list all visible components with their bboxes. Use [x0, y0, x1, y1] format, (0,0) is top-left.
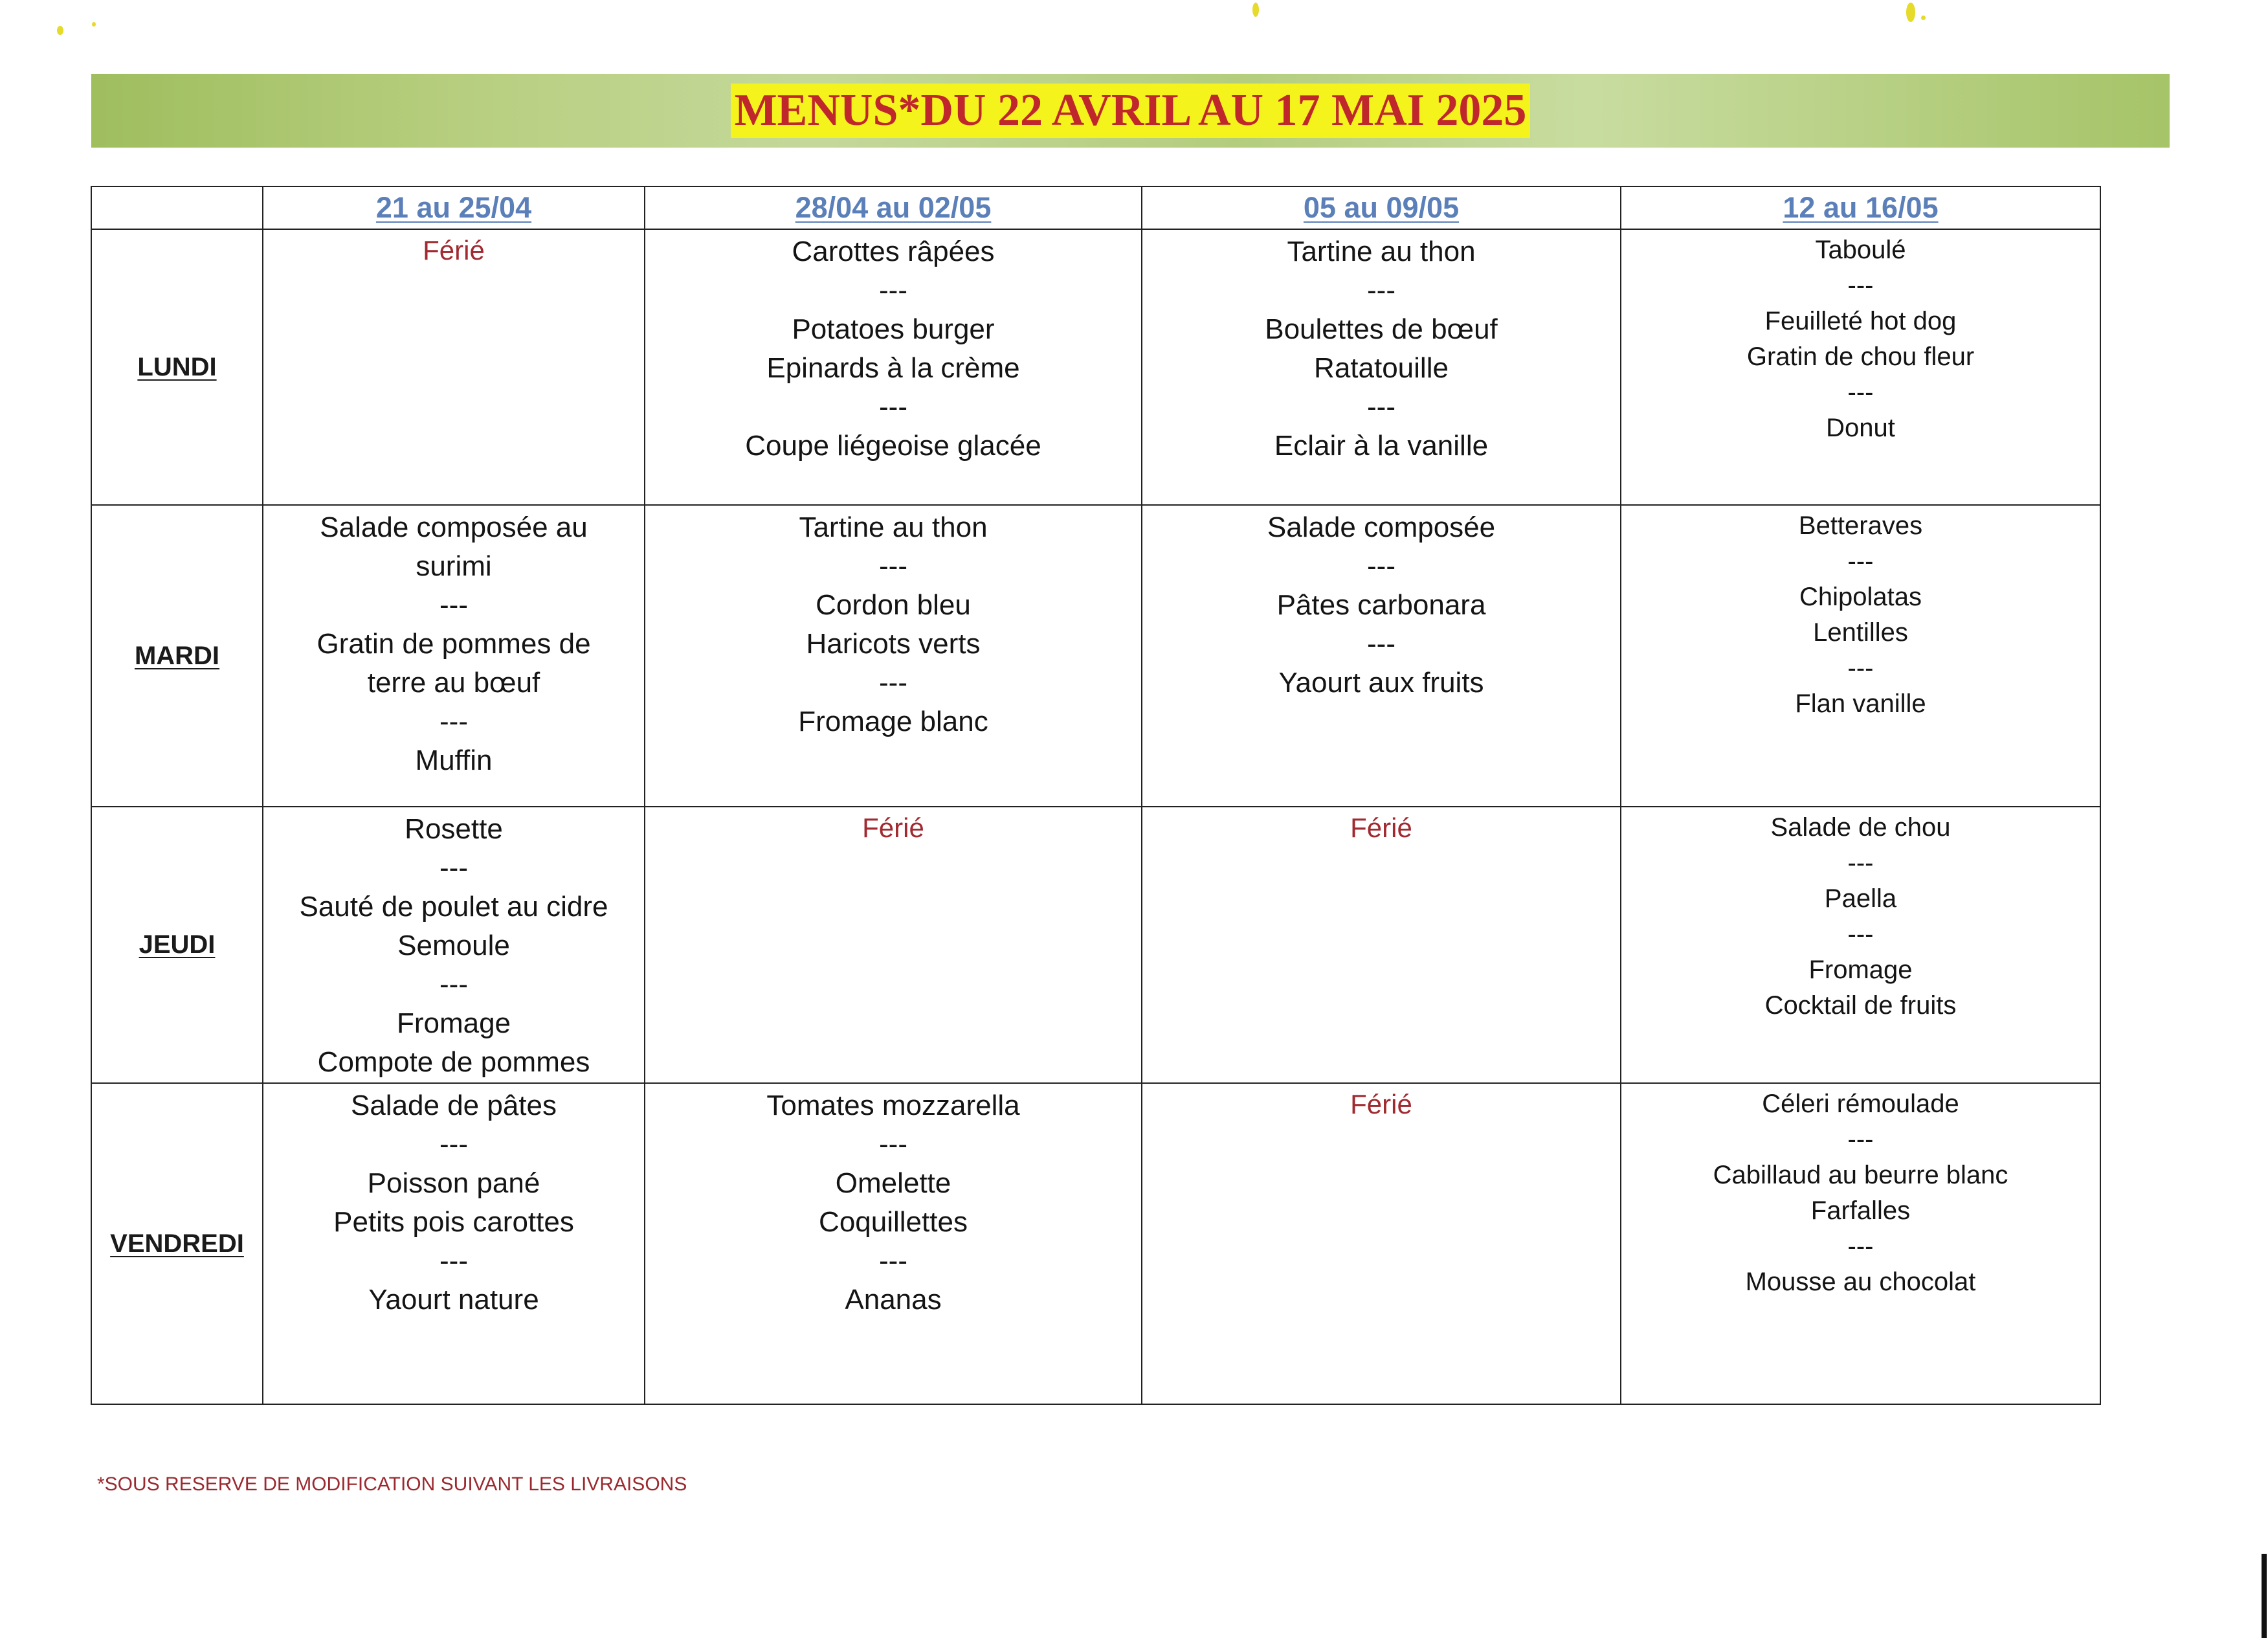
day-label: JEUDI [91, 807, 263, 1083]
dish: Salade composée au [320, 511, 588, 543]
dish: surimi [416, 550, 492, 582]
menu-table [91, 186, 2101, 1405]
dish: Tartine au thon [799, 511, 988, 543]
dish: Coquillettes [819, 1206, 968, 1238]
separator: --- [1847, 1232, 1874, 1260]
menu-cell [1142, 807, 1621, 1083]
column-header-week-2: 28/04 au 02/05 [645, 186, 1142, 229]
dish: Carottes râpées [792, 236, 995, 267]
menu-cell [645, 807, 1142, 1083]
day-row-lundi [91, 229, 2100, 505]
ferie-label: Férié [1350, 812, 1412, 843]
dish: Boulettes de bœuf [1265, 313, 1498, 345]
day-row-jeudi [91, 807, 2100, 1083]
dish: terre au bœuf [367, 667, 540, 699]
footnote: *SOUS RESERVE DE MODIFICATION SUIVANT LES LIVRAISONS [97, 1473, 687, 1495]
dish: Petits pois carottes [333, 1206, 574, 1238]
separator: --- [879, 1128, 907, 1160]
dish: Farfalles [1810, 1196, 1911, 1225]
scan-speck [1921, 16, 1926, 20]
separator: --- [1367, 550, 1395, 582]
dish: Fromage [1808, 956, 1913, 984]
dish: Yaourt nature [368, 1284, 539, 1316]
dish: Salade de chou [1770, 813, 1951, 842]
separator: --- [439, 1245, 468, 1277]
menu-cell [645, 505, 1142, 807]
column-header-week-3: 05 au 09/05 [1142, 186, 1621, 229]
separator: --- [879, 667, 907, 699]
separator: --- [1847, 654, 1874, 682]
dish: Chipolatas [1799, 583, 1922, 611]
column-header-week-4: 12 au 16/05 [1621, 186, 2100, 229]
menu-cell [263, 229, 645, 505]
separator: --- [439, 852, 468, 884]
dish: Semoule [397, 930, 510, 961]
dish: Muffin [415, 745, 493, 776]
separator: --- [439, 706, 468, 737]
day-label: VENDREDI [91, 1083, 263, 1404]
dish: Ratatouille [1314, 352, 1449, 384]
menu-cell [645, 1083, 1142, 1404]
dish: Fromage [396, 1007, 511, 1039]
separator: --- [1367, 391, 1395, 423]
separator: --- [439, 969, 468, 1000]
dish: Cordon bleu [816, 589, 971, 621]
dish: Gratin de pommes de [317, 628, 591, 660]
menu-cell [1621, 505, 2100, 807]
day-row-vendredi [91, 1083, 2100, 1404]
dish: Feuilleté hot dog [1764, 307, 1957, 335]
dish: Salade de pâtes [350, 1090, 557, 1121]
day-label: MARDI [91, 505, 263, 807]
dish: Yaourt aux fruits [1278, 667, 1484, 699]
ferie-label: Férié [862, 812, 924, 843]
menu-cell [645, 229, 1142, 505]
separator: --- [1847, 849, 1874, 877]
dish: Haricots verts [806, 628, 981, 660]
day-row-mardi [91, 505, 2100, 807]
menu-cell [1621, 1083, 2100, 1404]
dish: Compote de pommes [317, 1046, 590, 1078]
separator: --- [439, 589, 468, 621]
ferie-label: Férié [1350, 1089, 1412, 1119]
separator: --- [879, 1245, 907, 1277]
dish: Eclair à la vanille [1274, 430, 1489, 462]
scan-speck [57, 26, 63, 35]
dish: Pâtes carbonara [1276, 589, 1486, 621]
separator: --- [1367, 628, 1395, 660]
dish: Tartine au thon [1287, 236, 1476, 267]
dish: Betteraves [1798, 511, 1923, 540]
dish: Lentilles [1813, 618, 1908, 647]
scan-speck [1252, 3, 1259, 17]
dish: Coupe liégeoise glacée [745, 430, 1041, 462]
dish: Fromage blanc [798, 706, 988, 737]
dish: Donut [1826, 414, 1895, 442]
page-title: MENUS*DU 22 AVRIL AU 17 MAI 2025 [731, 84, 1531, 138]
dish: Potatoes burger [792, 313, 995, 345]
separator: --- [1847, 547, 1874, 576]
separator: --- [879, 274, 907, 306]
ferie-label: Férié [423, 235, 485, 265]
menu-cell [1142, 505, 1621, 807]
menu-cell [1621, 229, 2100, 505]
separator: --- [1847, 920, 1874, 948]
menu-cell [1621, 807, 2100, 1083]
dish: Poisson pané [367, 1167, 540, 1199]
dish: Salade composée [1267, 511, 1496, 543]
dish: Cocktail de fruits [1764, 991, 1957, 1020]
column-header-week-1: 21 au 25/04 [263, 186, 645, 229]
dish: Céleri rémoulade [1762, 1090, 1959, 1118]
separator: --- [1847, 1125, 1874, 1154]
scan-edge-mark [2262, 1554, 2267, 1638]
dish: Paella [1824, 884, 1897, 913]
corner-cell [91, 186, 263, 229]
dish: Flan vanille [1795, 689, 1926, 718]
separator: --- [439, 1128, 468, 1160]
dish: Epinards à la crème [766, 352, 1020, 384]
dish: Taboulé [1815, 236, 1906, 264]
dish: Omelette [835, 1167, 951, 1199]
menu-cell [1142, 1083, 1621, 1404]
scan-speck [1906, 3, 1915, 22]
separator: --- [1847, 271, 1874, 300]
dish: Ananas [845, 1284, 942, 1316]
dish: Cabillaud au beurre blanc [1713, 1161, 2008, 1189]
menu-cell [263, 505, 645, 807]
separator: --- [1847, 378, 1874, 407]
dish: Tomates mozzarella [766, 1090, 1020, 1121]
day-label: LUNDI [91, 229, 263, 505]
title-banner [91, 74, 2170, 148]
dish: Rosette [405, 813, 503, 845]
menu-cell [263, 1083, 645, 1404]
header-row [91, 186, 2100, 229]
menu-cell [263, 807, 645, 1083]
separator: --- [879, 391, 907, 423]
dish: Gratin de chou fleur [1746, 342, 1975, 371]
separator: --- [1367, 274, 1395, 306]
scan-speck [92, 22, 96, 27]
dish: Mousse au chocolat [1745, 1268, 1976, 1296]
menu-cell [1142, 229, 1621, 505]
separator: --- [879, 550, 907, 582]
dish: Sauté de poulet au cidre [299, 891, 608, 923]
